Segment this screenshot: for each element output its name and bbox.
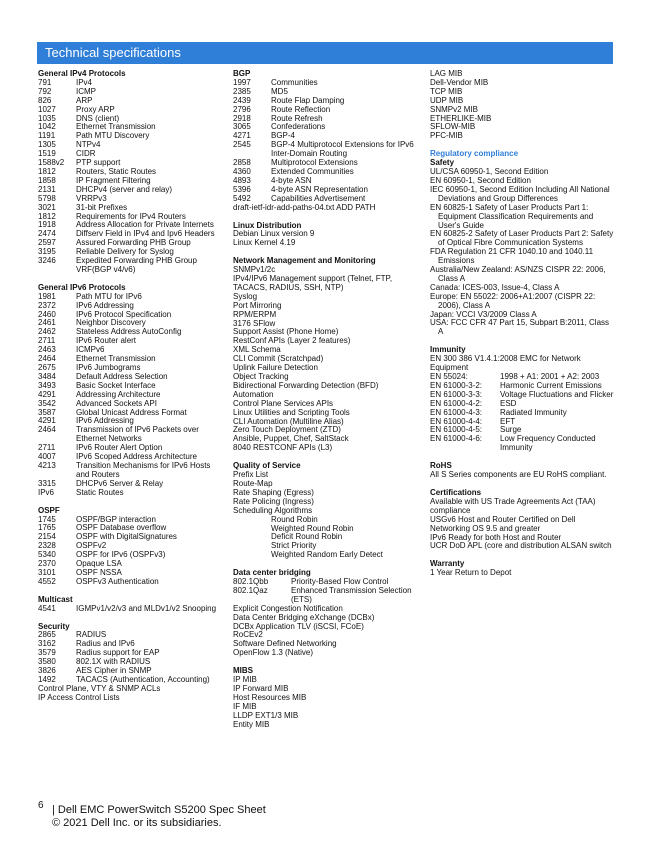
spec-description: IPv6 Addressing: [76, 416, 134, 426]
spec-row: [233, 115, 418, 124]
spec-description: Path MTU for IPv6: [76, 291, 142, 301]
spec-id: 5492: [233, 193, 251, 203]
spec-description: OSPF NSSA: [76, 567, 122, 577]
spec-id: 792: [38, 86, 52, 96]
spec-line: CLI Automation (Multiline Alias): [233, 416, 344, 426]
spec-line: Automation: [233, 389, 274, 399]
group-heading: Regulatory compliance: [430, 149, 519, 159]
spec-row: [233, 123, 418, 132]
spec-description: Stateless Address AutoConfig: [76, 327, 182, 337]
spec-description: Requirements for IPv4 Routers: [76, 211, 186, 221]
spec-description: MD5: [271, 86, 288, 96]
spec-description: IPv6 Router alert: [76, 336, 137, 346]
spec-line: Debian Linux version 9: [233, 229, 315, 239]
spec-line: USA: FCC CFR 47 Part 15, Subpart B:2011, Class A: [430, 318, 610, 337]
spec-description: Neighbor Discovery: [76, 318, 146, 328]
spec-line: Prefix List: [233, 470, 269, 480]
spec-line: Syslog: [233, 291, 258, 301]
spec-line: Explicit Congestion Notification: [233, 603, 343, 613]
spec-row: [38, 337, 223, 346]
spec-id: 5396: [233, 184, 251, 194]
spec-row: [38, 79, 223, 88]
spec-id: 1519: [38, 149, 56, 159]
spec-description: CIDR: [76, 149, 96, 159]
spec-description: Multiprotocol Extensions: [271, 158, 358, 168]
spec-id: 1027: [38, 104, 56, 114]
footer-title: | Dell EMC PowerSwitch S5200 Spec Sheet: [52, 804, 266, 816]
spec-id: 2328: [38, 541, 56, 551]
spec-id: EN 61000-4-3:: [430, 407, 483, 417]
spec-description: PTP support: [76, 158, 121, 168]
spec-id: 4541: [38, 603, 56, 613]
spec-id: 3065: [233, 122, 251, 132]
spec-row: [38, 88, 223, 97]
spec-id: 4007: [38, 452, 56, 462]
spec-line: Scheduling Algorithms: [233, 505, 313, 515]
section-heading: RoHS: [430, 461, 452, 471]
spec-line: Software Defined Networking: [233, 639, 337, 649]
spec-column-1: [38, 70, 223, 703]
spec-row: [38, 489, 223, 498]
spec-line: Data Center Bridging eXchange (DCBx): [233, 612, 375, 622]
spec-subitem: Weighted Round Robin: [271, 523, 354, 533]
spec-row: [233, 106, 418, 115]
spec-row: [38, 195, 223, 204]
spacer: [430, 453, 615, 462]
spec-description: IPv6 Scoped Address Architecture: [76, 452, 197, 462]
spec-id: EN 61000-4-5:: [430, 425, 483, 435]
spec-line: OpenFlow 1.3 (Native): [233, 648, 314, 658]
spec-line: Support Assist (Phone Home): [233, 327, 339, 337]
spec-description: Transition Mechanisms for IPv6 Hosts and Routers: [76, 460, 211, 479]
spec-id: 2461: [38, 318, 56, 328]
section-heading: OSPF: [38, 505, 60, 515]
spec-id: 1745: [38, 514, 56, 524]
spec-description: VRRPv3: [76, 193, 107, 203]
spec-description: Proxy ARP: [76, 104, 115, 114]
spec-line: Control Plane Services APIs: [233, 398, 334, 408]
spec-id: 2796: [233, 104, 251, 114]
spec-line: Australia/New Zealand: AS/NZS CISPR 22: 2006, Class A: [430, 265, 606, 283]
spec-description: Communities: [271, 77, 318, 87]
spec-description: IPv4: [76, 77, 93, 87]
spacer: [38, 498, 223, 507]
spec-row: [38, 578, 223, 587]
spec-description: Radius support for EAP: [76, 648, 160, 658]
spec-line: Japan: VCCI V3/2009 Class A: [430, 309, 537, 319]
spec-description: 1998 + A1: 2001 + A2: 2003: [500, 372, 600, 381]
spec-description: 31-bit Prefixes: [76, 202, 128, 212]
spec-line: LAG MIB: [430, 69, 463, 78]
spec-description: Path MTU Discovery: [76, 131, 150, 141]
spec-id: 2154: [38, 532, 56, 542]
spec-id: 3493: [38, 380, 56, 390]
spec-line: PFC-MIB: [430, 131, 463, 141]
section-heading: Security: [38, 621, 70, 631]
spec-line: UL/CSA 60950-1, Second Edition: [430, 167, 549, 177]
spec-description: Radius and IPv6: [76, 639, 135, 649]
spec-row: [38, 257, 223, 275]
spec-line: IP MIB: [233, 675, 257, 685]
spec-description: Surge: [500, 425, 522, 435]
spec-line: Route-Map: [233, 478, 273, 488]
spec-id: 1305: [38, 140, 56, 150]
spec-line: IPv6 Ready for both Host and Router: [430, 532, 562, 542]
spec-description: Routers, Static Routes: [76, 166, 157, 176]
spec-id: 4213: [38, 460, 56, 470]
spec-id: EN 61000-4-6:: [430, 434, 483, 444]
spec-description: OSPFv3 Authentication: [76, 576, 159, 586]
spec-row: [233, 587, 418, 605]
spec-row: [38, 560, 223, 569]
spec-line: DCBx Application TLV (iSCSI, FCoE): [233, 621, 364, 631]
spec-line: Linux Utilities and Scripting Tools: [233, 407, 350, 417]
spec-description: Route Flap Damping: [271, 95, 345, 105]
spec-id: 3246: [38, 256, 56, 266]
spec-id: 3021: [38, 202, 56, 212]
spec-line: Canada: ICES-003, Issue-4, Class A: [430, 282, 560, 292]
spec-line: IP Access Control Lists: [38, 692, 120, 702]
spec-description: Basic Socket Interface: [76, 380, 156, 390]
spec-line: Host Resources MIB: [233, 692, 307, 702]
spec-line: Available with US Trade Agreements Act (TAA) compliance: [430, 496, 596, 515]
spec-id: 1765: [38, 523, 56, 533]
spec-id: 802.1Qbb: [233, 577, 269, 587]
spec-description: DHCPv6 Server & Relay: [76, 478, 164, 488]
spec-row: [38, 97, 223, 106]
spec-description: Advanced Sockets API: [76, 398, 157, 408]
spec-description: OSPF with DigitalSignatures: [76, 532, 177, 542]
spec-column-3: [430, 70, 615, 578]
spec-id: EN 61000-3-2:: [430, 380, 483, 390]
spec-description: Ethernet Transmission: [76, 354, 156, 364]
spec-description: Global Unicast Address Format: [76, 407, 187, 417]
spec-id: 2463: [38, 345, 56, 355]
spec-description: Address Allocation for Private Internets: [76, 220, 214, 230]
spec-id: 4893: [233, 175, 251, 185]
spec-id: 2370: [38, 559, 56, 569]
spec-description: Addressing Architecture: [76, 389, 161, 399]
spec-description: BGP-4: [271, 131, 296, 141]
section-heading: Multicast: [38, 594, 73, 604]
spec-line: EN 60825-2 Safety of Laser Products Part 2: Safety of Optical Fibre Communication Systems: [430, 229, 614, 248]
spec-description: Default Address Selection: [76, 371, 168, 381]
spec-row: [38, 132, 223, 141]
spec-line: FDA Regulation 21 CFR 1040.10 and 1040.11 Emissions: [430, 247, 594, 266]
page-number: 6: [38, 800, 44, 811]
spec-id: 1042: [38, 122, 56, 132]
spec-line: Uplink Failure Detection: [233, 363, 318, 373]
spec-description: Extended Communities: [271, 166, 354, 176]
spec-id: 2372: [38, 300, 56, 310]
spec-line: ETHERLIKE-MIB: [430, 113, 492, 123]
spec-row: [233, 168, 418, 177]
spec-description: Radiated Immunity: [500, 407, 567, 417]
spec-line: Rate Policing (Ingress): [233, 496, 314, 506]
spec-line: RoCEv2: [233, 630, 263, 640]
spec-description: IPv6 Router Alert Option: [76, 443, 163, 453]
spec-description: BGP-4 Multiprotocol Extensions for IPv6 Inter-Domain Routing: [271, 140, 414, 159]
spec-line: 1 Year Return to Depot: [430, 568, 512, 578]
page-footer: [52, 804, 266, 830]
spec-description: Opaque LSA: [76, 559, 122, 569]
spec-line: SFLOW-MIB: [430, 122, 476, 132]
spec-line: Object Tracking: [233, 372, 289, 381]
footer-copyright: © 2021 Dell Inc. or its subsidiaries.: [52, 817, 222, 829]
spec-description: RADIUS: [76, 630, 107, 640]
spec-id: 802.1Qaz: [233, 585, 268, 595]
section-heading: General IPv6 Protocols: [38, 282, 126, 292]
spec-line: RPM/ERPM: [233, 309, 277, 319]
spec-row: [38, 533, 223, 542]
spec-id: 3579: [38, 648, 56, 658]
spec-row: [38, 605, 223, 614]
spec-row: [38, 480, 223, 489]
spec-id: 5798: [38, 193, 56, 203]
spec-id: 2545: [233, 140, 251, 150]
spec-description: DNS (client): [76, 113, 120, 123]
spec-description: 802.1X with RADIUS: [76, 657, 151, 667]
spec-subitem: Deficit Round Robin: [271, 532, 343, 542]
spec-description: IPv6 Jumbograms: [76, 363, 141, 372]
spec-id: 1997: [233, 77, 251, 87]
spec-description: Enhanced Transmission Selection (ETS): [291, 585, 412, 604]
spec-description: TACACS (Authentication, Accounting): [76, 675, 210, 684]
spec-line: LLDP EXT1/3 MIB: [233, 710, 299, 720]
spec-description: EFT: [500, 416, 516, 426]
spec-id: 2474: [38, 229, 56, 239]
spec-description: 4-byte ASN: [271, 175, 312, 185]
spec-line: 3176 SFlow: [233, 318, 276, 328]
spec-line: UDP MIB: [430, 95, 464, 105]
spec-description: ICMP: [76, 86, 96, 96]
spec-id: 2464: [38, 425, 56, 435]
spec-description: OSPF for IPv6 (OSPFv3): [76, 550, 166, 560]
spec-subitem: Round Robin: [271, 514, 318, 524]
spec-id: 2675: [38, 363, 56, 372]
spec-id: 3195: [38, 247, 56, 257]
spec-id: 1588v2: [38, 158, 65, 168]
spec-subitem: Weighted Random Early Detect: [271, 550, 383, 560]
spec-row: [233, 79, 418, 88]
spec-description: Voltage Fluctuations and Flicker: [500, 389, 614, 399]
spec-description: IGMPv1/v2/v3 and MLDv1/v2 Snooping: [76, 603, 217, 613]
spec-description: ICMPv6: [76, 345, 105, 355]
spec-id: 2460: [38, 309, 56, 319]
spec-line: Dell-Vendor MIB: [430, 77, 489, 87]
spec-id: 3580: [38, 657, 56, 667]
spec-line: CLI Commit (Scratchpad): [233, 354, 324, 364]
spec-id: 1812: [38, 211, 56, 221]
spec-line: RestConf APIs (Layer 2 features): [233, 336, 351, 346]
spec-row: [38, 186, 223, 195]
spec-line: Europe: EN 55022: 2006+A1:2007 (CISPR 22: 2006), Class A: [430, 291, 596, 310]
section-heading: Quality of Service: [233, 461, 301, 471]
spec-row: [38, 141, 223, 150]
spec-id: 4291: [38, 416, 56, 426]
spec-id: 826: [38, 95, 52, 105]
spec-line: UCR DoD APL (core and distribution ALSAN switch: [430, 541, 612, 551]
spec-line: 8040 RESTCONF APIs (L3): [233, 443, 333, 453]
spec-id: 1492: [38, 675, 56, 684]
spec-description: OSPFv2: [76, 541, 107, 551]
spec-description: Expedited Forwarding PHB Group VRF(BGP v4/v6): [76, 256, 197, 274]
spec-row: [38, 462, 223, 480]
spec-id: 2462: [38, 327, 56, 337]
spec-id: 1858: [38, 175, 56, 185]
spec-description: Route Reflection: [271, 104, 331, 114]
spec-description: Capabilities Advertisement: [271, 193, 366, 203]
spec-id: 2385: [233, 86, 251, 96]
spec-id: 791: [38, 77, 52, 87]
spec-id: 2711: [38, 443, 56, 453]
spec-description: Ethernet Transmission: [76, 122, 156, 132]
section-heading: Certifications: [430, 487, 482, 497]
spec-description: OSPF/BGP interaction: [76, 514, 156, 524]
spec-line: Bidirectional Forwarding Detection (BFD): [233, 380, 379, 390]
spec-id: 3315: [38, 478, 56, 488]
spec-line: Linux Kernel 4.19: [233, 238, 296, 248]
spec-id: EN 55024:: [430, 372, 468, 381]
spec-id: EN 61000-4-4:: [430, 416, 483, 426]
spec-id: 4552: [38, 576, 56, 586]
spec-description: Confederations: [271, 122, 326, 132]
spec-description: Assured Forwarding PHB Group: [76, 238, 191, 248]
section-heading: Linux Distribution: [233, 220, 302, 230]
spec-id: EN 61000-3-3:: [430, 389, 483, 399]
spec-row: [38, 551, 223, 560]
spec-id: 1918: [38, 220, 56, 230]
spec-description: Route Refresh: [271, 113, 323, 123]
spec-id: 3826: [38, 666, 56, 676]
spec-id: 1812: [38, 166, 56, 176]
section-heading: MIBS: [233, 666, 253, 676]
spec-row: [38, 106, 223, 115]
section-heading: Network Management and Monitoring: [233, 256, 376, 266]
spec-id: 1035: [38, 113, 56, 123]
spec-line: Zero Touch Deployment (ZTD): [233, 425, 341, 435]
spec-line: Control Plane, VTY & SNMP ACLs: [38, 683, 161, 693]
spec-id: EN 61000-4-2:: [430, 398, 483, 408]
spec-id: IPv6: [38, 487, 55, 497]
spec-line: draft-ietf-idr-add-paths-04.txt ADD PATH: [233, 202, 376, 212]
spec-id: 3162: [38, 639, 56, 649]
spec-id: 2858: [233, 158, 251, 168]
section-heading: BGP: [233, 69, 251, 78]
spec-description: NTPv4: [76, 140, 101, 150]
spec-line: Entity MIB: [233, 719, 270, 729]
spec-line: EN 60950-1, Second Edition: [430, 175, 531, 185]
spec-description: ESD: [500, 398, 517, 408]
spec-id: 2711: [38, 336, 56, 346]
spec-line: Ansible, Puppet, Chef, SaltStack: [233, 434, 349, 444]
spec-line: TCP MIB: [430, 86, 463, 96]
spec-description: IPv6 Protocol Specification: [76, 309, 172, 319]
spec-description: Static Routes: [76, 487, 124, 497]
spec-row: [233, 141, 418, 159]
spec-id: 2439: [233, 95, 251, 105]
spec-id: 2918: [233, 113, 251, 123]
spec-line: Rate Shaping (Egress): [233, 487, 314, 497]
spec-description: DHCPv4 (server and relay): [76, 184, 173, 194]
spec-row: [38, 150, 223, 159]
spec-line: SNMPv2 MIB: [430, 104, 479, 114]
spacer: [233, 658, 418, 667]
spec-line: IP Forward MIB: [233, 684, 289, 693]
spec-id: 5340: [38, 550, 56, 560]
spec-id: 2597: [38, 238, 56, 248]
spec-description: IPv6 Addressing: [76, 300, 134, 310]
spec-line: IPv4/IPv6 Management support (Telnet, FTP, TACACS, RADIUS, SSH, NTP): [233, 274, 393, 292]
spec-description: ARP: [76, 95, 93, 105]
spec-id: 4360: [233, 166, 251, 176]
spec-line: IF MIB: [233, 701, 257, 711]
spec-id: 4291: [38, 389, 56, 399]
spec-line: Port Mirroring: [233, 300, 282, 310]
spec-description: OSPF Database overflow: [76, 523, 167, 533]
section-heading: General IPv4 Protocols: [38, 69, 126, 78]
spec-description: AES Cipher in SNMP: [76, 666, 152, 676]
section-heading: Warranty: [430, 559, 465, 569]
section-heading: Data center bridging: [233, 568, 311, 578]
spec-description: Priority-Based Flow Control: [291, 577, 389, 587]
spec-id: 3542: [38, 398, 56, 408]
spec-id: 2464: [38, 354, 56, 364]
spec-line: EN 60825-1 Safety of Laser Products Part 1: Equipment Classification Requirements and User's Guide: [430, 202, 594, 230]
spec-description: Harmonic Current Emissions: [500, 380, 602, 390]
spec-id: 1981: [38, 291, 56, 301]
spec-id: 1191: [38, 131, 56, 141]
spec-description: Reliable Delivery for Syslog: [76, 247, 174, 257]
spec-line: SNMPv1/2c: [233, 265, 276, 275]
spec-description: 4-byte ASN Representation: [271, 184, 368, 194]
spec-description: IP Fragment Filtering: [76, 175, 151, 185]
section-banner: Technical specifications: [37, 42, 613, 64]
spec-id: 4271: [233, 131, 251, 141]
spec-column-2: [233, 70, 418, 730]
spec-line: All S Series components are EU RoHS compliant.: [430, 470, 607, 480]
spec-description: Diffserv Field in IPv4 and Ipv6 Headers: [76, 229, 215, 239]
spec-row: [430, 435, 615, 453]
spec-id: 3587: [38, 407, 56, 417]
spec-id: 2131: [38, 184, 56, 194]
spec-row: [38, 426, 223, 444]
spec-id: 2865: [38, 630, 56, 640]
spec-subitem: Strict Priority: [271, 541, 317, 551]
section-heading: Safety: [430, 158, 455, 168]
spec-description: Transmission of IPv6 Packets over Ethernet Networks: [76, 425, 199, 444]
spec-id: 3484: [38, 371, 56, 381]
spec-line: XML Schema: [233, 345, 281, 355]
spec-line: IEC 60950-1, Second Edition Including All National Deviations and Group Differences: [430, 184, 610, 203]
spec-line: EN 300 386 V1.4.1:2008 EMC for Network Equipment: [430, 354, 581, 373]
section-heading: Immunity: [430, 345, 466, 355]
spec-description: Low Frequency Conducted Immunity: [500, 434, 596, 453]
spec-line: USGv6 Host and Router Certified on Dell Networking OS 9.5 and greater: [430, 514, 576, 533]
spec-id: 3101: [38, 567, 56, 577]
